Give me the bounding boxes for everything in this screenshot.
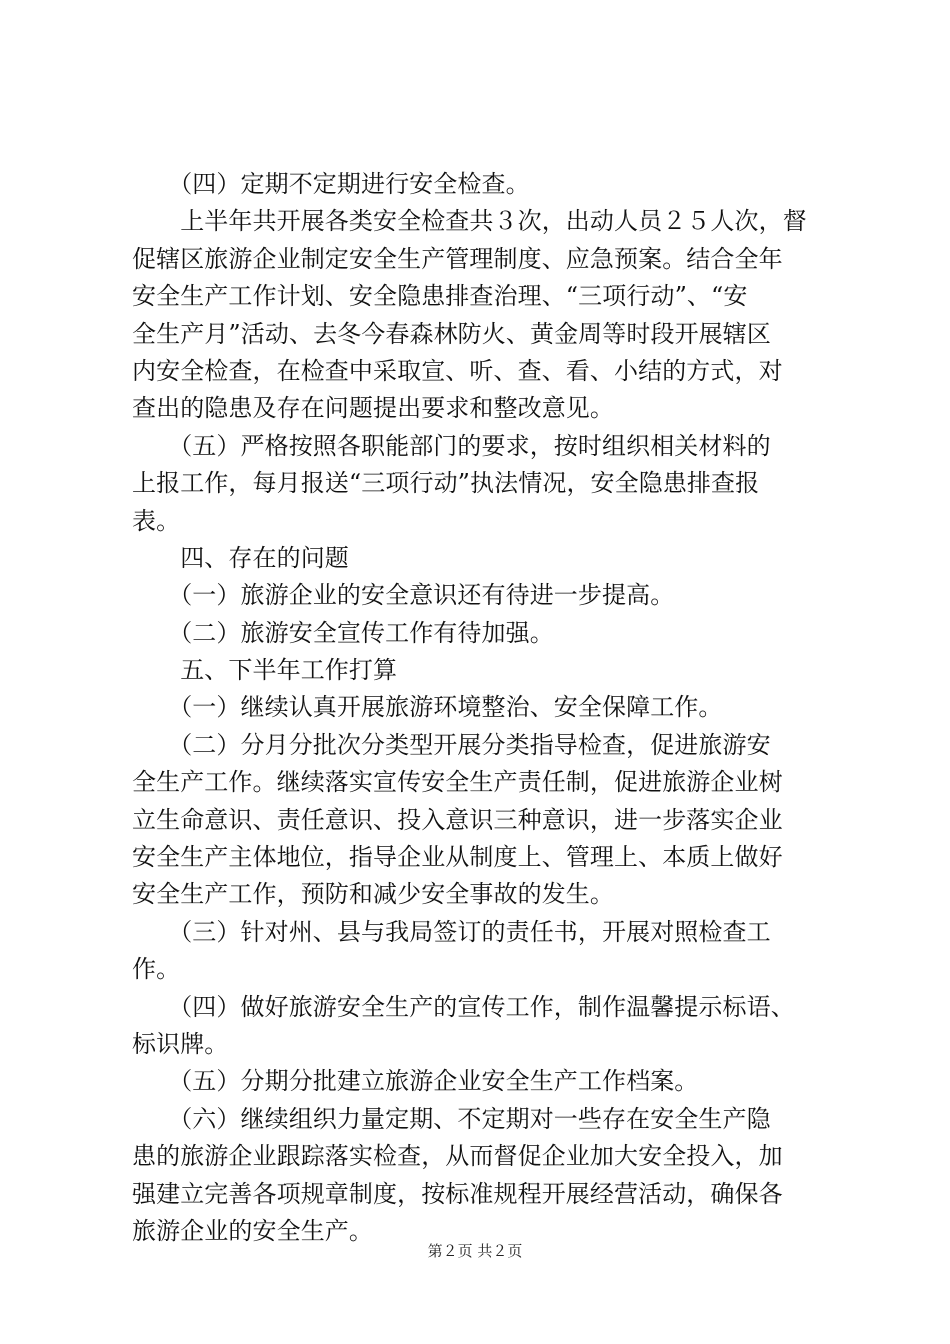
text-line: 促辖区旅游企业制定安全生产管理制度、应急预案。结合全年 [132, 244, 783, 273]
text-line: 强建立完善各项规章制度，按标准规程开展经营活动，确保各 [132, 1179, 783, 1208]
text-line: 安全生产工作，预防和减少安全事故的发生。 [132, 880, 614, 909]
text-line: （五）严格按照各职能部门的要求，按时组织相关材料的 [132, 431, 771, 460]
text-line: 安全生产工作计划、安全隐患排查治理、“三项行动”、“安 [132, 282, 748, 311]
text-line: 作。 [132, 955, 181, 984]
text-line: 内安全检查，在检查中采取宣、听、查、看、小结的方式，对 [132, 356, 783, 385]
section-heading: 五、下半年工作打算 [132, 656, 398, 685]
text-line: 表。 [132, 506, 181, 535]
text-line: （二）旅游安全宣传工作有待加强。 [132, 618, 554, 647]
section-heading: 四、存在的问题 [132, 543, 349, 572]
text-line: 患的旅游企业跟踪落实检查，从而督促企业加大安全投入，加 [132, 1142, 783, 1171]
text-line: （一）旅游企业的安全意识还有待进一步提高。 [132, 581, 675, 610]
document-body [132, 166, 822, 1250]
text-line: 上报工作，每月报送“三项行动”执法情况，安全隐患排查报 [132, 469, 760, 498]
text-line: （四）做好旅游安全生产的宣传工作，制作温馨提示标语、 [132, 992, 795, 1021]
text-line: （二）分月分批次分类型开展分类指导检查，促进旅游安 [132, 730, 771, 759]
text-line: 上半年共开展各类安全检查共３次，出动人员２５人次，督 [132, 207, 807, 236]
text-line: （三）针对州、县与我局签订的责任书，开展对照检查工 [132, 917, 771, 946]
text-line: 旅游企业的安全生产。 [132, 1216, 373, 1245]
text-line: 全生产月”活动、去冬今春森林防火、黄金周等时段开展辖区 [132, 319, 771, 348]
text-line: （一）继续认真开展旅游环境整治、安全保障工作。 [132, 693, 723, 722]
text-line: 查出的隐患及存在问题提出要求和整改意见。 [132, 394, 614, 423]
text-line: 安全生产主体地位，指导企业从制度上、管理上、本质上做好 [132, 843, 783, 872]
text-line: （五）分期分批建立旅游企业安全生产工作档案。 [132, 1067, 699, 1096]
page-footer [0, 1240, 950, 1261]
text-line: （六）继续组织力量定期、不定期对一些存在安全生产隐 [132, 1104, 771, 1133]
text-line: 标识牌。 [132, 1029, 229, 1058]
text-line: 全生产工作。继续落实宣传安全生产责任制，促进旅游企业树 [132, 768, 783, 797]
text-line: 立生命意识、责任意识、投入意识三种意识，进一步落实企业 [132, 805, 783, 834]
page-number-label: 第２页 共２页 [427, 1242, 523, 1260]
text-line: （四）定期不定期进行安全检查。 [132, 170, 530, 198]
